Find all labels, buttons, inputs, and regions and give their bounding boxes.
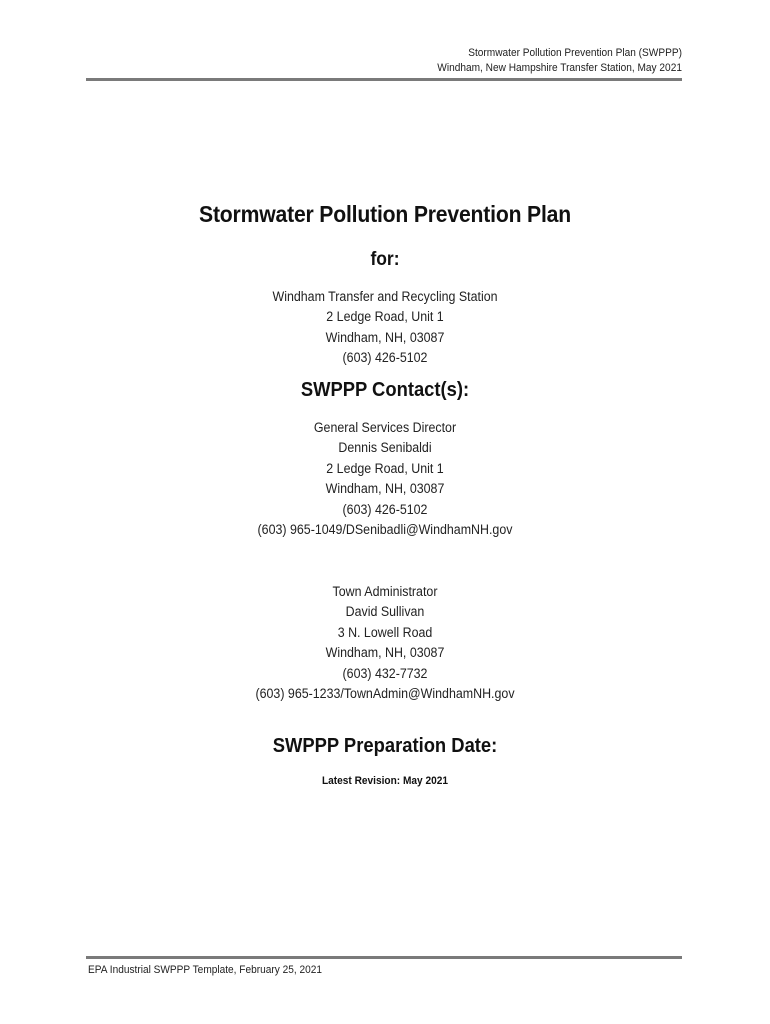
contact-1 <box>31 418 739 540</box>
facility-city: Windham, NH, 03087 <box>325 329 445 345</box>
for-label: for: <box>370 249 400 270</box>
document-title: Stormwater Pollution Prevention Plan <box>199 201 571 227</box>
contact-1-street: 2 Ledge Road, Unit 1 <box>326 460 444 476</box>
contact-2-street: 3 N. Lowell Road <box>337 624 433 640</box>
contact-1-role: General Services Director <box>313 420 457 435</box>
contact-1-phone: (603) 426-5102 <box>342 501 428 517</box>
contact-1-name: Dennis Senibaldi <box>338 440 432 456</box>
latest-revision: Latest Revision: May 2021 <box>321 775 448 787</box>
contact-2-role: Town Administrator <box>332 584 438 599</box>
contact-1-city: Windham, NH, 03087 <box>325 481 445 497</box>
running-header <box>437 46 682 76</box>
header-line-2: Windham, New Hampshire Transfer Station, May 2021 <box>437 62 682 74</box>
facility-address <box>31 287 739 369</box>
header-divider <box>86 78 682 81</box>
contact-2 <box>31 582 739 704</box>
footer-divider <box>86 956 682 959</box>
running-footer: EPA Industrial SWPPP Template, February 25, 2021 <box>88 964 323 976</box>
contact-2-city: Windham, NH, 03087 <box>325 645 445 661</box>
contact-2-email: (603) 965-1233/TownAdmin@WindhamNH.gov <box>255 686 515 702</box>
facility-street: 2 Ledge Road, Unit 1 <box>326 309 444 325</box>
facility-phone: (603) 426-5102 <box>342 350 428 366</box>
contact-1-email: (603) 965-1049/DSenibadli@WindhamNH.gov <box>257 522 513 538</box>
header-line-1: Stormwater Pollution Prevention Plan (SWPPP) <box>468 47 682 59</box>
facility-name: Windham Transfer and Recycling Station <box>272 289 498 304</box>
contact-2-phone: (603) 432-7732 <box>342 665 428 681</box>
contact-2-name: David Sullivan <box>345 604 425 620</box>
preparation-date-heading: SWPPP Preparation Date: <box>272 735 498 757</box>
contacts-heading: SWPPP Contact(s): <box>300 379 470 401</box>
